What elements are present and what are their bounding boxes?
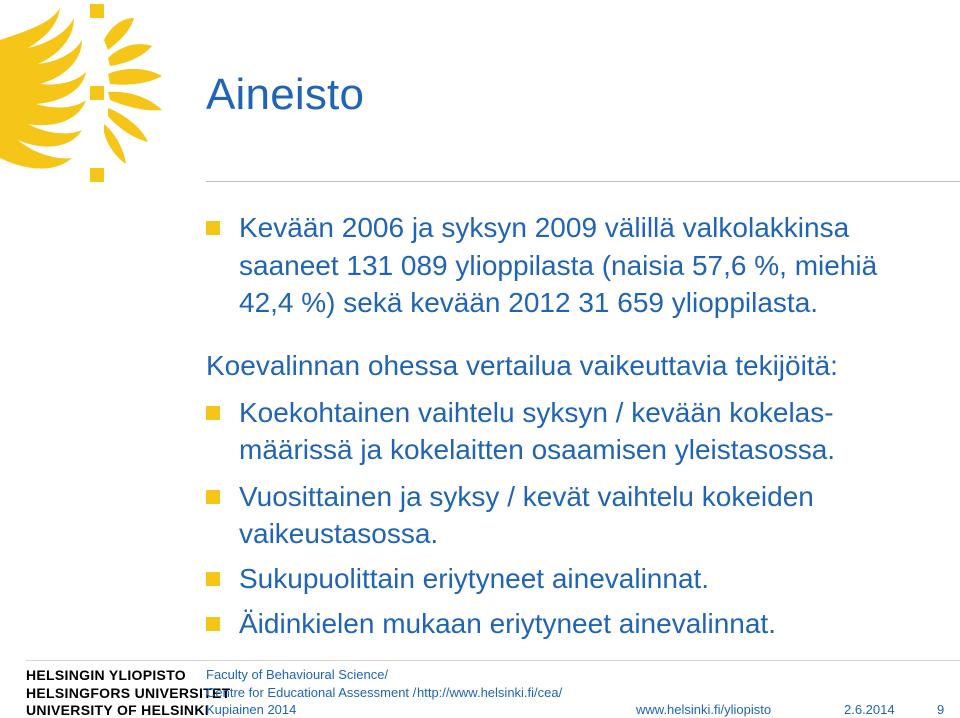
bullet-text-line: Kevään 2006 ja syksyn 2009 välillä valkolakkinsa <box>239 212 850 243</box>
bullet-marker <box>206 221 220 235</box>
factor-text-line: Vuosittainen ja syksy / kevät vaihtelu kokeiden <box>239 481 814 512</box>
footer-site-link[interactable]: www.helsinki.fi/yliopisto <box>636 702 772 717</box>
factor-text-line: Äidinkielen mukaan eriytyneet ainevalinnat. <box>239 608 776 639</box>
university-name-sv: HELSINGFORS UNIVERSITET <box>26 685 231 701</box>
footer-divider <box>26 660 960 661</box>
footer-author: Kupiainen 2014 <box>206 702 297 717</box>
footer-faculty: Faculty of Behavioural Science/ <box>206 667 389 682</box>
bullet-text-line: 42,4 %) sekä kevään 2012 31 659 ylioppilasta. <box>239 287 819 318</box>
factor-text-line: määrissä ja kokelaitten osaamisen yleistasossa. <box>239 434 836 465</box>
factor-text-line: vaikeustasossa. <box>239 518 439 549</box>
bullet-marker <box>206 406 220 420</box>
bullet-text-line: saaneet 131 089 ylioppilasta (naisia 57,6 %, miehiä <box>239 250 878 281</box>
footer-centre: Centre for Educational Assessment / <box>206 685 417 700</box>
factors-intro: Koevalinnan ohessa vertailua vaikeuttavia tekijöitä: <box>206 350 838 381</box>
bullet-marker <box>206 490 220 504</box>
footer-date: 2.6.2014 <box>844 702 895 717</box>
university-name-en: UNIVERSITY OF HELSINKI <box>26 702 209 718</box>
factor-text-line: Koekohtainen vaihtelu syksyn / kevään kokelas- <box>239 397 834 428</box>
slide-title: Aineisto <box>206 70 365 119</box>
university-name-fi: HELSINGIN YLIOPISTO <box>26 667 186 683</box>
factor-text-line: Sukupuolittain eriytyneet ainevalinnat. <box>239 563 710 594</box>
footer-centre-link[interactable]: http://www.helsinki.fi/cea/ <box>417 685 563 700</box>
bullet-marker <box>206 572 220 586</box>
bullet-marker <box>206 617 220 631</box>
page-number: 9 <box>937 702 945 717</box>
